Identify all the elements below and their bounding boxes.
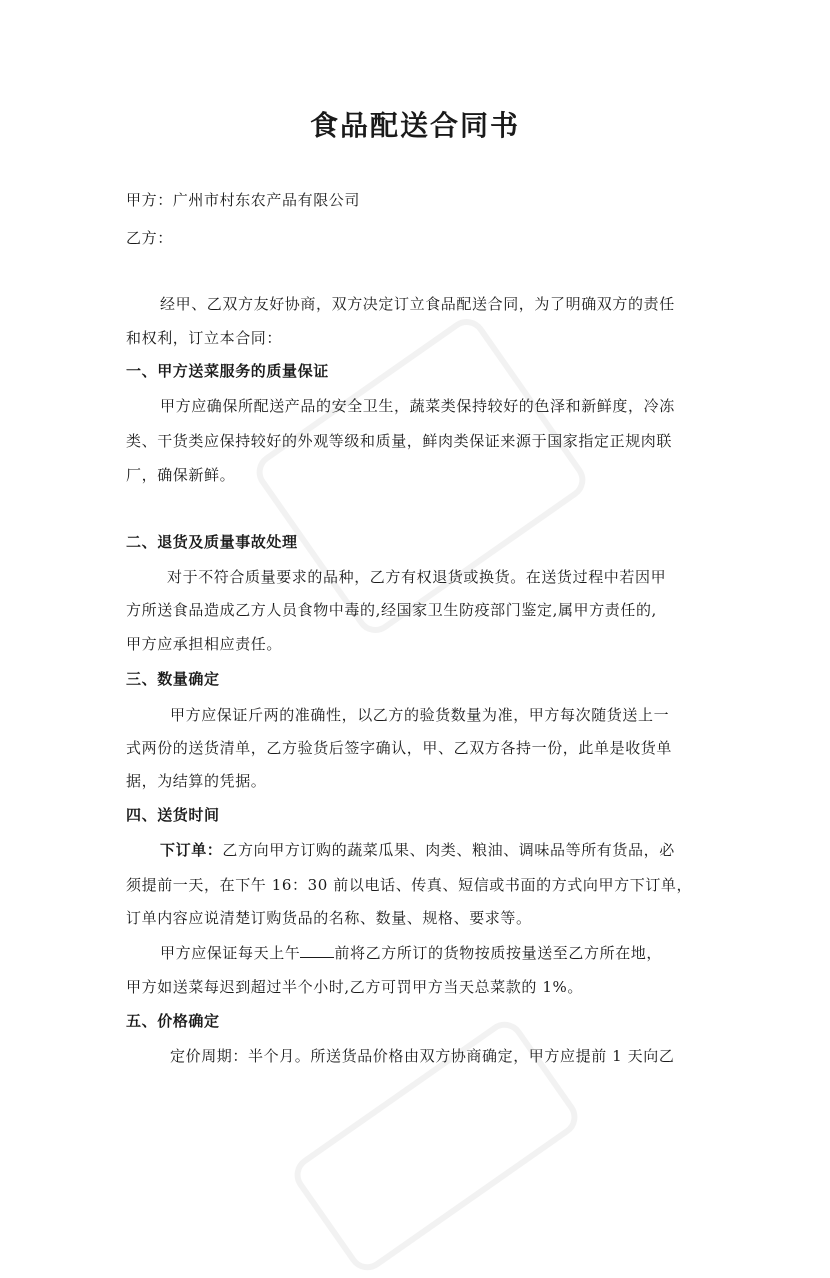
section-3-line-1: 甲方应保证斤两的准确性，以乙方的验货数量为准，甲方每次随货送上一 (170, 706, 670, 724)
section-3-line-2: 式两份的送货清单，乙方验货后签字确认，甲、乙双方各持一份，此单是收货单 (126, 739, 673, 757)
contract-title: 食品配送合同书 (309, 109, 520, 142)
section-4-delivery-line-2: 甲方如送菜每迟到超过半个小时,乙方可罚甲方当天总菜款的 1%。 (126, 978, 583, 996)
section-3-line-3: 据，为结算的凭据。 (126, 772, 267, 790)
order-label: 下订单： (160, 841, 223, 859)
section-5-line-1: 定价周期：半个月。所送货品价格由双方协商确定，甲方应提前 1 天向乙 (170, 1047, 675, 1065)
section-2-line-2: 方所送食品造成乙方人员食物中毒的,经国家卫生防疫部门鉴定,属甲方责任的, (126, 601, 657, 619)
section-1-line-1: 甲方应确保所配送产品的安全卫生，蔬菜类保持较好的色泽和新鲜度，冷冻 (160, 397, 675, 415)
party-b: 乙方： (126, 229, 173, 247)
party-a: 甲方：广州市村东农产品有限公司 (126, 191, 361, 209)
section-4-line-3: 订单内容应说清楚订购货品的名称、数量、规格、要求等。 (126, 909, 532, 927)
section-1-line-3: 厂，确保新鲜。 (126, 466, 236, 484)
section-5-heading: 五、价格确定 (126, 1012, 220, 1030)
section-3-heading: 三、数量确定 (126, 670, 220, 688)
delivery-pre: 甲方应保证每天上午 (160, 944, 301, 962)
intro-line-2: 和权利，订立本合同： (126, 329, 283, 347)
section-4-order-line (160, 840, 716, 860)
section-2-line-3: 甲方应承担相应责任。 (126, 635, 283, 653)
section-2-line-1: 对于不符合质量要求的品种，乙方有权退货或换货。在送货过程中若因甲 (167, 568, 667, 586)
section-4-line-2: 须提前一天，在下午 16：30 前以电话、传真、短信或书面的方式向甲方下订单， (126, 876, 693, 894)
order-text: 乙方向甲方订购的蔬菜瓜果、肉类、粮油、调味品等所有货品，必 (222, 841, 675, 859)
delivery-post: 前将乙方所订的货物按质按量送至乙方所在地， (334, 944, 663, 962)
section-4-delivery-line (160, 943, 716, 963)
section-1-line-2: 类、干货类应保持较好的外观等级和质量，鲜肉类保证来源于国家指定正规肉联 (126, 432, 673, 450)
section-4-heading: 四、送货时间 (126, 806, 220, 824)
section-1-heading: 一、甲方送菜服务的质量保证 (126, 362, 329, 380)
intro-line-1: 经甲、乙双方友好协商，双方决定订立食品配送合同，为了明确双方的责任 (160, 295, 675, 313)
delivery-time-blank (300, 943, 334, 958)
section-2-heading: 二、退货及质量事故处理 (126, 533, 298, 551)
